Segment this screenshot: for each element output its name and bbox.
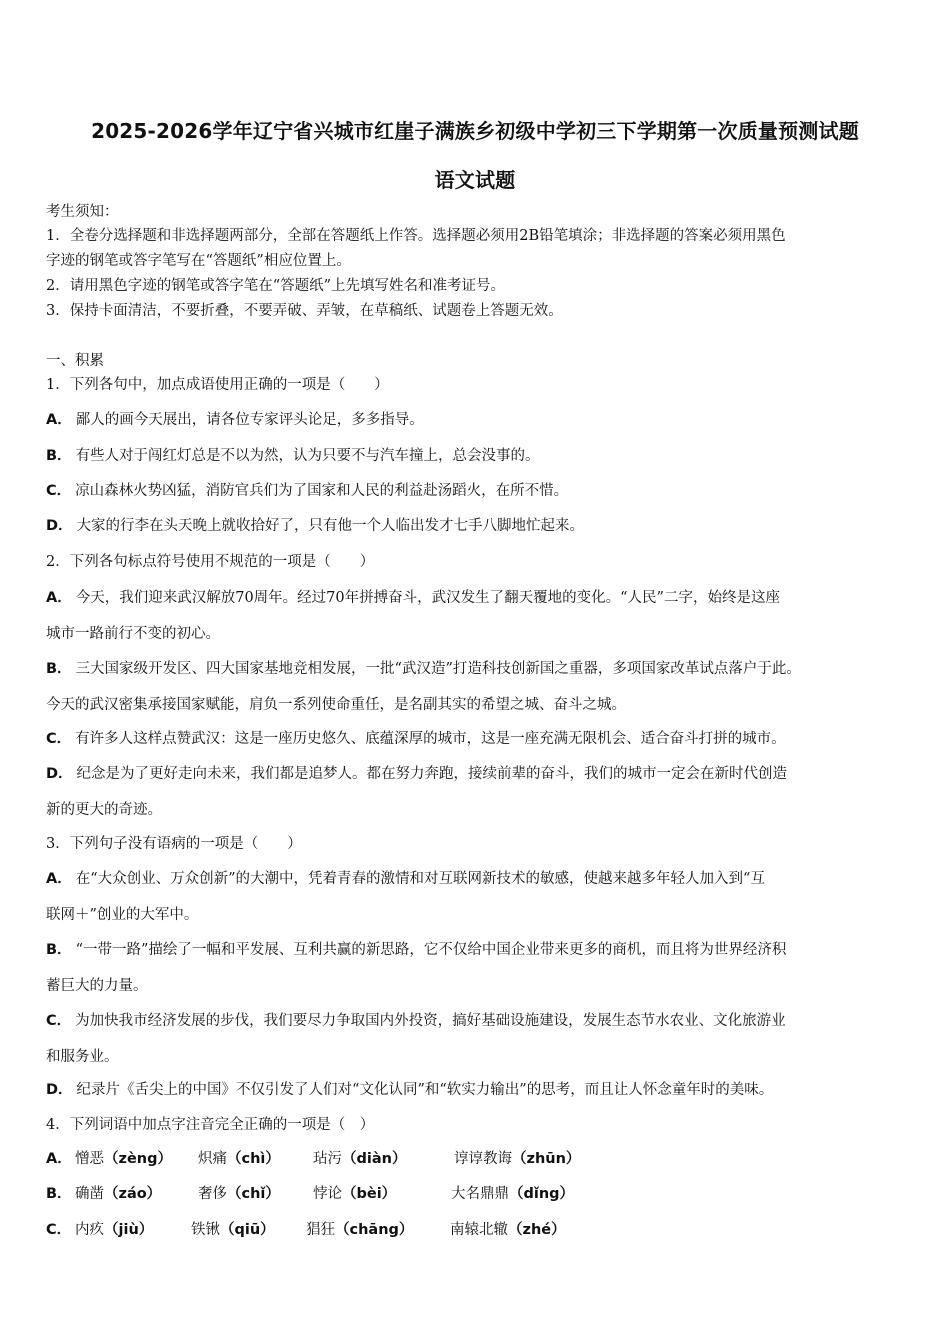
pinyin: （chì）: [227, 1151, 280, 1167]
option-text: 鄙人的画今天展出，请各位专家评头论足，多多指导。: [75, 412, 424, 428]
pinyin-item: [75, 1186, 161, 1203]
option-label: C．: [46, 731, 72, 747]
exam-title-line1: 2025-2026学年辽宁省兴城市红崖子满族乡初级中学初三下学期第一次质量预测试题: [91, 119, 859, 143]
question-4-option-c: [46, 1222, 566, 1239]
question-3-option-d: [46, 1082, 773, 1099]
word: 内疚: [75, 1222, 104, 1238]
question-2-option-d-cont: 新的更大的奇迹。: [46, 802, 162, 818]
option-label: A．: [46, 871, 72, 887]
pinyin-item: [306, 1222, 413, 1239]
option-label: A．: [46, 590, 72, 606]
notice-item: 2．请用黑色字迹的钢笔或答字笔在“答题纸”上先填写姓名和准考证号。: [46, 278, 506, 294]
question-2-option-a-cont: 城市一路前行不变的初心。: [46, 626, 220, 642]
question-2-option-c: [46, 731, 786, 748]
option-label: D．: [46, 1082, 73, 1098]
question-3-option-b: [46, 942, 786, 959]
pinyin: （záo）: [104, 1186, 162, 1202]
option-text: “一带一路”描绘了一幅和平发展、互利共赢的新思路，它不仅给中国企业带来更多的商机，而且将为世界经济积: [75, 942, 787, 958]
pinyin-item: [191, 1222, 275, 1239]
option-label: A．: [46, 1151, 72, 1167]
question-3-option-c: [46, 1013, 786, 1030]
word: 玷污: [313, 1151, 342, 1167]
word: 奢侈: [198, 1186, 227, 1202]
notice-item: 字迹的钢笔或答字笔写在“答题纸”相应位置上。: [46, 253, 351, 269]
question-1-option-c: [46, 483, 568, 500]
option-text: 有许多人这样点赞武汉：这是一座历史悠久、底蕴深厚的城市，这是一座充满无限机会、适合奋斗打拼的城市。: [75, 731, 786, 747]
option-text: 在“大众创业、万众创新”的大潮中，凭着青春的激情和对互联网新技术的敏感，使越来越多年轻人加入到“互: [75, 871, 765, 887]
word: 铁锹: [191, 1222, 220, 1238]
pinyin: （zèng）: [104, 1151, 172, 1167]
option-text: 有些人对于闯红灯总是不以为然，认为只要不与汽车撞上，总会没事的。: [75, 448, 540, 464]
pinyin: （zhé）: [508, 1222, 566, 1238]
pinyin-item: [198, 1186, 280, 1203]
notice-heading: 考生须知：: [46, 204, 119, 220]
word: 猖狂: [306, 1222, 335, 1238]
pinyin: （jiù）: [104, 1222, 154, 1238]
word: 悖论: [313, 1186, 342, 1202]
option-text: 三大国家级开发区、四大国家基地竞相发展，一批“武汉造”打造科技创新国之重器，多项国家改革试点落户于此。: [75, 661, 801, 677]
pinyin-item: [313, 1186, 396, 1203]
word: 大名鼎鼎: [451, 1186, 509, 1202]
question-3-stem: 3．下列句子没有语病的一项是（ ）: [46, 836, 302, 852]
question-4-option-a: [46, 1151, 581, 1168]
pinyin-item: [450, 1222, 566, 1239]
question-2-option-b: [46, 661, 801, 678]
pinyin-item: [313, 1151, 406, 1168]
pinyin-item: [451, 1186, 574, 1203]
pinyin-item: [198, 1151, 280, 1168]
word: 确凿: [75, 1186, 104, 1202]
option-label: B．: [46, 448, 72, 464]
pinyin: （bèi）: [342, 1186, 397, 1202]
option-text: 纪录片《舌尖上的中国》不仅引发了人们对“文化认同”和“软实力输出”的思考，而且让人怀念童年时的美味。: [76, 1082, 774, 1098]
word: 谆谆教诲: [454, 1151, 512, 1167]
option-label: B．: [46, 942, 72, 958]
option-text: 纪念是为了更好走向未来，我们都是追梦人。都在努力奔跑，接续前辈的奋斗，我们的城市一定会在新时代创造: [76, 766, 788, 782]
question-3-option-c-cont: 和服务业。: [46, 1049, 119, 1065]
pinyin-item: [75, 1222, 153, 1239]
pinyin: （zhūn）: [512, 1151, 581, 1167]
pinyin: （dǐng）: [509, 1186, 575, 1202]
question-2-option-b-cont: 今天的武汉密集承接国家赋能，肩负一系列使命重任，是名副其实的希望之城、奋斗之城。: [46, 697, 626, 713]
question-4-stem: 4．下列词语中加点字注音完全正确的一项是（ ）: [46, 1117, 375, 1133]
option-label: C．: [46, 483, 72, 499]
pinyin-item: [454, 1151, 580, 1168]
question-2-stem: 2．下列各句标点符号使用不规范的一项是（ ）: [46, 554, 375, 570]
option-label: C．: [46, 1222, 72, 1238]
word: 炽痛: [198, 1151, 227, 1167]
option-label: B．: [46, 661, 72, 677]
option-text: 凉山森林火势凶猛，消防官兵们为了国家和人民的利益赴汤蹈火，在所不惜。: [75, 483, 569, 499]
option-label: B．: [46, 1186, 72, 1202]
notice-item: 1．全卷分选择题和非选择题两部分，全部在答题纸上作答。选择题必须用2B铅笔填涂；非选择题的答案必须用黑色: [46, 228, 786, 244]
question-3-option-b-cont: 蓄巨大的力量。: [46, 978, 148, 994]
question-2-option-a: [46, 590, 780, 607]
pinyin: （diàn）: [342, 1151, 407, 1167]
option-label: D．: [46, 518, 73, 534]
option-text: 为加快我市经济发展的步伐，我们要尽力争取国内外投资，搞好基础设施建设，发展生态节水农业、文化旅游业: [75, 1013, 786, 1029]
pinyin: （chǐ）: [227, 1186, 280, 1202]
question-2-option-d: [46, 766, 787, 783]
pinyin: （chāng）: [335, 1222, 414, 1238]
question-3-option-a-cont: 联网＋”创业的大军中。: [46, 907, 199, 923]
option-label: D．: [46, 766, 73, 782]
question-1-stem: 1．下列各句中，加点成语使用正确的一项是（ ）: [46, 377, 389, 393]
word: 南辕北辙: [450, 1222, 508, 1238]
option-label: A．: [46, 412, 72, 428]
question-1-option-d: [46, 518, 584, 535]
question-3-option-a: [46, 871, 765, 888]
pinyin: （qiū）: [220, 1222, 275, 1238]
question-1-option-b: [46, 448, 540, 465]
pinyin-item: [75, 1151, 172, 1168]
option-text: 今天，我们迎来武汉解放70周年。经过70年拼搏奋斗，武汉发生了翻天覆地的变化。“人民”二字，始终是这座: [75, 590, 780, 606]
option-label: C．: [46, 1013, 72, 1029]
question-4-option-b: [46, 1186, 575, 1203]
notice-item: 3．保持卡面清洁，不要折叠，不要弄破、弄皱，在草稿纸、试题卷上答题无效。: [46, 303, 563, 319]
section-heading: 一、积累: [46, 353, 104, 369]
question-1-option-a: [46, 412, 424, 429]
exam-title-line2: 语文试题: [434, 168, 516, 192]
word: 憎恶: [75, 1151, 104, 1167]
option-text: 大家的行李在头天晚上就收拾好了，只有他一个人临出发才七手八脚地忙起来。: [76, 518, 585, 534]
